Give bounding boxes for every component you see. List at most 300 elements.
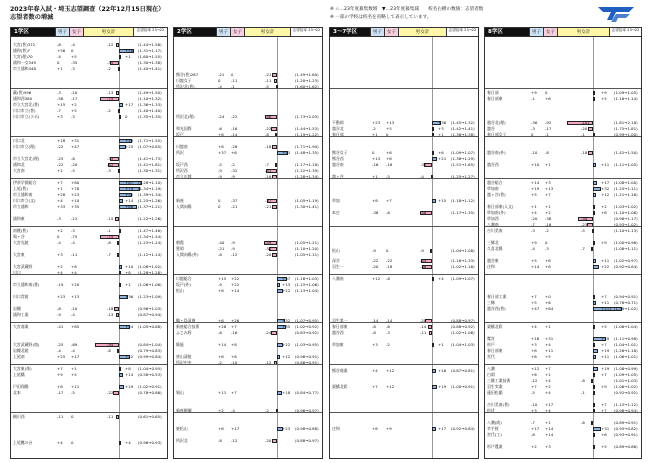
girls-change: +4 (545, 408, 551, 413)
ratio-value: (1.60→1.55) (138, 54, 162, 59)
boys-change: +25 (57, 354, 66, 359)
ratio-value: (1.41→1.73) (138, 156, 162, 161)
boys-change: +1 (57, 186, 63, 191)
school-row (174, 84, 322, 90)
boys-change: -3 (57, 90, 61, 95)
school-name: 川口 (13, 270, 21, 275)
school-name: 狭山清陵 (176, 354, 192, 359)
total-change: -13 (107, 90, 114, 95)
total-change: -18 (581, 150, 588, 155)
girls-change: -92 (545, 120, 552, 125)
girls-change: +85 (71, 324, 80, 329)
school-name: 草加南 (487, 186, 499, 191)
boys-change: +3 (531, 408, 537, 413)
boys-change: -7 (531, 222, 535, 227)
total-change: +2 (601, 204, 607, 209)
total-change: -12 (107, 42, 114, 47)
total-change: -9 (420, 248, 424, 253)
girls-change: -12 (231, 438, 238, 443)
boys-change: +8 (57, 384, 63, 389)
change-bar (118, 169, 120, 173)
total-change: -7 (107, 252, 111, 257)
group-divider (485, 178, 641, 179)
column-header (330, 28, 478, 37)
group-divider (174, 412, 322, 413)
total-change: -94 (107, 342, 114, 347)
ratio-value: (1.05→0.88) (138, 324, 162, 329)
boys-change: -38 (372, 210, 379, 215)
change-bar (593, 97, 595, 101)
boys-change: +9 (531, 240, 537, 245)
total-change: +5 (601, 96, 607, 101)
girls-change: +1 (545, 162, 551, 167)
ratio-value: (1.03→1.02) (614, 204, 638, 209)
boys-change: +14 (218, 342, 227, 347)
ratio-value: (0.78→0.86) (138, 390, 162, 395)
school-row (485, 150, 641, 156)
school-name: 越谷総合 (487, 180, 503, 185)
boys-change: +7 (57, 180, 63, 185)
ratio-value: (1.42→1.50) (614, 150, 638, 155)
boys-change: +8 (372, 198, 378, 203)
school-name: 大宮東 (13, 252, 25, 257)
girls-change: -3 (545, 246, 549, 251)
ratio-value: (0.96→0.91) (295, 354, 319, 359)
school-row (11, 66, 167, 72)
boys-change: +14 (531, 180, 540, 185)
total-change: +25 (125, 144, 134, 149)
school-row (485, 444, 641, 450)
total-change: +49 (125, 138, 134, 143)
boys-change: -7 (531, 420, 535, 425)
school-name: 三郷工業技術 (487, 378, 511, 383)
total-change: +11 (601, 162, 610, 167)
change-bar (119, 55, 121, 59)
total-change: +9 (601, 384, 607, 389)
school-name: 本庄 (332, 210, 340, 215)
school-row (11, 282, 167, 288)
school-name: 南稜(普) (13, 228, 28, 233)
change-bar (277, 283, 280, 287)
boys-change: -5 (531, 390, 535, 395)
total-change: -18 (265, 174, 272, 179)
total-change: -20 (581, 126, 588, 131)
school-name: 杉戸農業 (487, 444, 503, 449)
boys-change: -8 (218, 252, 222, 257)
girls-change: +11 (545, 348, 554, 353)
boys-header: 男子 (216, 28, 230, 36)
total-change: +19 (601, 348, 610, 353)
school-name: 所沢北 (176, 438, 188, 443)
ratio-value: (1.28→1.28) (138, 270, 162, 275)
ratio-value: (1.02→0.91) (138, 384, 162, 389)
school-name: 鳩山 (176, 390, 184, 395)
ratio-value: (0.79→0.83) (138, 348, 162, 353)
total-change: 0 (125, 114, 128, 119)
girls-change: -22 (386, 258, 393, 263)
total-header: 男女計 (244, 28, 290, 36)
change-bar (432, 157, 437, 161)
girls-change: -16 (545, 222, 552, 227)
girls-change: +4 (71, 270, 77, 275)
group-divider (485, 274, 641, 275)
group-divider (11, 364, 167, 365)
boys-change: +12 (372, 276, 381, 281)
school-name: 市立浦和南 (13, 192, 33, 197)
total-change: -1 (581, 132, 585, 137)
group-divider (11, 136, 167, 137)
ratio-value: (0.61→0.65) (138, 414, 162, 419)
total-change: -33 (107, 156, 114, 161)
girls-change: -26 (231, 144, 238, 149)
boys-change: +8 (531, 348, 537, 353)
boys-header: 男子 (370, 28, 384, 36)
girls-header: 女子 (384, 28, 398, 36)
group-divider (174, 178, 322, 179)
school-name: 越ヶ谷 (332, 174, 344, 179)
boys-change: -11 (57, 414, 64, 419)
girls-change: +6 (545, 96, 551, 101)
school-row (11, 414, 167, 420)
ratio-value: (0.88→0.97) (295, 438, 319, 443)
boys-change: +1 (372, 174, 378, 179)
school-row (485, 96, 641, 102)
boys-change: +19 (531, 186, 540, 191)
girls-header: 女子 (543, 28, 557, 36)
school-name: 越谷南 (332, 162, 344, 167)
school-name: 新座総合技術 (176, 324, 200, 329)
school-name: 松伏 (487, 408, 495, 413)
school-name: 坂戸西 (176, 162, 188, 167)
boys-change: +23 (372, 120, 381, 125)
total-change: -6 (581, 420, 585, 425)
school-name: 熊谷(普)287 (176, 72, 199, 77)
girls-change: +4 (545, 378, 551, 383)
total-change: +13 (282, 282, 291, 287)
girls-change: -22 (231, 114, 238, 119)
group-divider (11, 322, 167, 323)
boys-change: 0 (372, 150, 375, 155)
boys-change: +6 (531, 372, 537, 377)
ratio-value: (1.37→1.21) (138, 204, 162, 209)
total-change: -22 (107, 390, 114, 395)
girls-change: +9 (386, 426, 392, 431)
school-name: 草加西 (487, 216, 499, 221)
boys-change: +28 (218, 324, 227, 329)
school-name: 春日部工業 (487, 294, 507, 299)
school-row (485, 390, 641, 396)
change-bar (432, 151, 434, 155)
district-column-3 (329, 27, 479, 459)
district-label: 2学区 (174, 28, 216, 36)
change-bar (272, 439, 277, 443)
ratio-value: (1.11→0.98) (614, 336, 638, 341)
school-row (330, 330, 478, 336)
girls-change: +64 (545, 306, 554, 311)
total-header: 男女計 (557, 28, 609, 36)
change-bar (119, 283, 121, 287)
girls-change: +6 (386, 150, 392, 155)
girls-change: -2 (545, 228, 549, 233)
girls-change: 0 (386, 248, 389, 253)
change-bar (432, 277, 434, 281)
boys-change: -2 (218, 360, 222, 365)
change-bar (593, 391, 595, 395)
girls-change: -1 (231, 84, 235, 89)
girls-change: +2 (71, 102, 77, 107)
group-divider (485, 364, 641, 365)
ratio-value: (1.06→1.02) (614, 384, 638, 389)
total-change: +6 (601, 432, 607, 437)
school-name: 栗橋北彩 (487, 324, 503, 329)
school-name: 吉川美南(普) (487, 402, 510, 407)
ratio-value: (1.04→1.08) (451, 248, 475, 253)
change-bar (593, 163, 596, 167)
girls-change: -14 (386, 318, 393, 323)
girls-change: +13 (545, 186, 554, 191)
change-bar (593, 91, 595, 95)
boys-change: +18 (531, 336, 540, 341)
ratio-value: (0.89→0.86) (614, 444, 638, 449)
total-change: +111 (601, 306, 612, 311)
school-row (330, 342, 478, 348)
ratio-value: (1.25→1.27) (451, 174, 475, 179)
boys-change: -8 (372, 324, 376, 329)
school-row (485, 324, 641, 330)
total-change: +1 (125, 282, 131, 287)
change-bar (271, 127, 277, 131)
girls-change: -35 (71, 60, 78, 65)
total-change: -15 (107, 216, 114, 221)
total-change: +6 (438, 150, 444, 155)
school-name: 川口北 (13, 138, 25, 143)
ratio-value: (1.45→1.32) (451, 120, 475, 125)
ratio-header: 志望倍率 23→22 (133, 28, 167, 36)
girls-change: +17 (71, 354, 80, 359)
ratio-value: (1.08→1.00) (614, 180, 638, 185)
school-name: 熊谷商業 (332, 368, 348, 373)
school-name: 大宮南 (13, 168, 25, 173)
total-change: +5 (601, 444, 607, 449)
school-name: 春日部東 (487, 96, 503, 101)
total-change: -3 (107, 168, 111, 173)
ratio-value: (1.15→1.06) (295, 282, 319, 287)
total-change: +79 (125, 186, 134, 191)
girls-change: +7 (545, 192, 551, 197)
school-row (11, 354, 167, 360)
ratio-value: (1.07→0.85) (138, 144, 162, 149)
group-divider (11, 178, 167, 179)
group-divider (174, 322, 322, 323)
ratio-value: (1.08→1.02) (138, 264, 162, 269)
boys-change: -10 (531, 150, 538, 155)
ratio-value: (0.96→1.03) (138, 306, 162, 311)
total-change: -44 (420, 258, 427, 263)
change-bar (432, 199, 436, 203)
school-name: 北本 (13, 390, 21, 395)
school-name: 庄和 (487, 264, 495, 269)
girls-change: +8 (386, 156, 392, 161)
ratio-value: (1.10→1.20) (295, 246, 319, 251)
girls-change: -8 (386, 210, 390, 215)
boys-change: +6 (218, 354, 224, 359)
boys-change: +1 (57, 66, 63, 71)
school-name: 越谷東 (487, 258, 499, 263)
ratio-value: (0.83→0.92) (295, 330, 319, 335)
school-name: 浦和東 (13, 216, 25, 221)
school-row (174, 204, 322, 210)
change-bar (593, 259, 596, 263)
boys-change: -8 (57, 42, 61, 47)
ratio-value: (0.76→0.71) (614, 300, 638, 305)
boys-change: +5 (531, 192, 537, 197)
group-divider (330, 88, 478, 89)
boys-change: +12 (531, 366, 540, 371)
page-title: 2023年春入試・埼玉志望調査（22年12月15日現在） (10, 6, 165, 13)
boys-change: -14 (372, 318, 379, 323)
school-row (330, 384, 478, 390)
school-name: 大宮商業 (13, 324, 29, 329)
ratio-value: (1.05→1.21) (295, 240, 319, 245)
girls-change: -12 (231, 252, 238, 257)
total-change: -30 (265, 246, 272, 251)
change-bar (117, 253, 119, 257)
girls-change: -32 (231, 168, 238, 173)
total-change: +37 (282, 276, 291, 281)
ratio-value: (0.98→1.17) (614, 216, 638, 221)
boys-change: -3 (531, 126, 535, 131)
boys-change: -58 (57, 96, 64, 101)
girls-change: +10 (71, 198, 80, 203)
total-change: -11 (265, 78, 272, 83)
school-row (485, 162, 641, 168)
boys-change: +28 (57, 192, 66, 197)
girls-change: +4 (545, 342, 551, 347)
girls-header: 女子 (230, 28, 244, 36)
total-change: -8 (581, 378, 585, 383)
school-name: 戸田翔陽 (13, 384, 29, 389)
total-change: -75 (107, 96, 114, 101)
total-change: -5 (265, 84, 269, 89)
boys-change: -9 (218, 282, 222, 287)
school-row (485, 264, 641, 270)
total-change: +44 (125, 324, 134, 329)
total-change: +49 (601, 336, 610, 341)
total-change: +15 (438, 198, 447, 203)
change-bar (430, 249, 432, 253)
boys-change: +2 (57, 168, 63, 173)
ratio-value: (1.49→1.60) (295, 72, 319, 77)
total-change: +36 (438, 120, 447, 125)
total-change: +32 (601, 186, 610, 191)
boys-change: +1 (531, 204, 537, 209)
school-row (11, 114, 167, 120)
total-change: +22 (282, 288, 291, 293)
ratio-value: (1.17→1.18) (295, 162, 319, 167)
girls-change: +7 (545, 366, 551, 371)
boys-change: -40 (218, 240, 225, 245)
girls-change: +17 (231, 426, 240, 431)
school-name: 越谷西 (487, 162, 499, 167)
ratio-value: (1.73→2.03) (295, 114, 319, 119)
school-name: 蕨(普)596 (13, 90, 32, 95)
ratio-value: (1.39→1.34) (138, 192, 162, 197)
school-name: 川口市立(理) (13, 144, 36, 149)
girls-change: +5 (71, 108, 77, 113)
ratio-value: (0.58→0.53) (138, 372, 162, 377)
school-name: 越谷西 (332, 330, 344, 335)
ratio-value: (1.60→1.62) (295, 84, 319, 89)
group-divider (174, 226, 322, 227)
ratio-value: (1.20→1.23) (295, 78, 319, 83)
girls-change: -3 (71, 66, 75, 71)
total-change: +1 (438, 342, 444, 347)
ratio-value: (0.96→0.97) (295, 408, 319, 413)
school-name: 伊奈学園総合 (13, 180, 37, 185)
school-name: 草加 (332, 198, 340, 203)
girls-change: -75 (71, 234, 78, 239)
school-name: 鷲宮 (487, 336, 495, 341)
group-divider (330, 178, 478, 179)
school-name: 越谷南(外) (487, 150, 506, 155)
group-divider (330, 322, 478, 323)
total-header: 男女計 (83, 28, 133, 36)
school-row (485, 408, 641, 414)
ratio-value: (1.09→1.05) (614, 372, 638, 377)
change-bar (116, 91, 119, 95)
ratio-value: (1.31→1.17) (138, 48, 162, 53)
boys-header: 男子 (529, 28, 543, 36)
total-change: -14 (420, 324, 427, 329)
girls-change: -9 (231, 246, 235, 251)
change-bar (429, 331, 432, 335)
school-name: 所沢 (176, 150, 184, 155)
boys-change: -8 (218, 438, 222, 443)
ratio-value: (1.06→1.04) (614, 324, 638, 329)
total-change: -32 (420, 162, 427, 167)
boys-change: +2 (531, 444, 537, 449)
school-name: 春日部女子 (487, 132, 507, 137)
total-change: +11 (601, 300, 610, 305)
girls-change: +1 (545, 204, 551, 209)
ratio-value: (0.84→1.04) (138, 342, 162, 347)
ratio-value: (1.06→1.06) (138, 282, 162, 287)
page-subtitle: 志望者数の増減 (10, 14, 54, 21)
total-change: +9 (601, 90, 607, 95)
ratio-value: (1.08→0.99) (614, 366, 638, 371)
total-change: +42 (125, 354, 134, 359)
girls-change: +5 (71, 372, 77, 377)
change-bar (593, 403, 595, 407)
boys-change: +37 (218, 150, 227, 155)
school-name: 入間向陽(外) (176, 252, 199, 257)
girls-change: +11 (71, 384, 80, 389)
total-change: -2 (107, 66, 111, 71)
girls-change: +2 (545, 210, 551, 215)
girls-change: +47 (71, 144, 80, 149)
school-row (174, 342, 322, 348)
boys-change: -19 (57, 282, 64, 287)
ratio-value: (1.44→1.53) (295, 126, 319, 131)
note-line-2: ※ 一部の学校は校名を省略して表示しています。 (330, 15, 432, 20)
boys-change: +4 (531, 210, 537, 215)
ratio-value: (0.99→0.84) (138, 354, 162, 359)
change-bar (432, 343, 434, 347)
school-name: 飯能 (176, 342, 184, 347)
school-name: 大宮(普)372 (13, 42, 36, 47)
change-bar (277, 355, 280, 359)
column-header (11, 28, 167, 37)
